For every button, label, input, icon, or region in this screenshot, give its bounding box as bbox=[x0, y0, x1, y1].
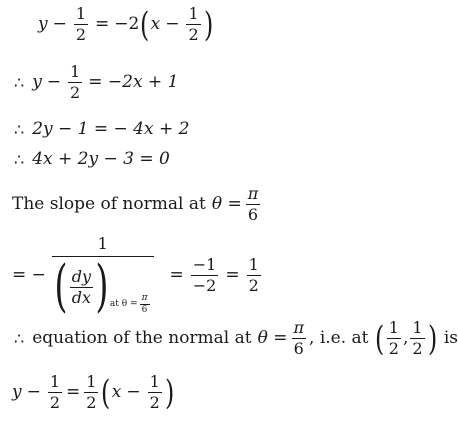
minus-sign: − bbox=[46, 72, 62, 92]
fraction-one-half: $\frac{1}{2}$ bbox=[70, 62, 81, 102]
fraction-one-half: $\frac{1}{2}$ bbox=[149, 372, 160, 412]
right-paren: ) bbox=[164, 372, 175, 413]
equation-line-1 bbox=[38, 6, 214, 43]
fraction-one-half: $\frac{1}{2}$ bbox=[49, 372, 61, 412]
fraction-pi-over-six: $\frac{\pi}{6}$ bbox=[141, 293, 148, 315]
equation-expr: 2y − 1 = − 4x + 2 bbox=[32, 119, 190, 139]
equals-sign: = bbox=[225, 265, 240, 285]
left-paren: ( bbox=[101, 372, 111, 413]
minus-sign: − bbox=[165, 14, 180, 34]
right-paren: ) bbox=[427, 318, 437, 359]
equals-sign: = bbox=[66, 382, 81, 402]
var-x: x bbox=[111, 382, 122, 402]
equals-sign: = bbox=[95, 14, 110, 34]
therefore-symbol: ∴ bbox=[14, 328, 25, 348]
equals-minus: = − bbox=[12, 265, 46, 285]
ie-text: , i.e. at bbox=[309, 328, 369, 348]
is-text: is bbox=[443, 328, 458, 348]
equals-sign: = bbox=[169, 265, 184, 285]
fraction-one-half: $\frac{1}{2}$ bbox=[412, 318, 423, 358]
var-x: x bbox=[150, 14, 161, 34]
equation-expr: 4x + 2y − 3 = 0 bbox=[32, 149, 170, 169]
minus-sign: − bbox=[126, 382, 141, 402]
comma: , bbox=[402, 328, 409, 348]
equation-rhs: = −2x + 1 bbox=[88, 72, 179, 92]
var-y: y bbox=[32, 72, 42, 92]
coefficient: −2 bbox=[114, 14, 140, 34]
fraction-one-half: $\frac{1}{2}$ bbox=[388, 318, 399, 358]
therefore-symbol: ∴ bbox=[14, 119, 25, 139]
left-paren: ( bbox=[54, 254, 68, 319]
right-paren: ) bbox=[95, 254, 109, 319]
left-paren: ( bbox=[374, 318, 384, 359]
normal-equation bbox=[12, 374, 175, 411]
normal-statement bbox=[14, 320, 458, 357]
equation-line-2 bbox=[14, 64, 178, 101]
therefore-symbol: ∴ bbox=[14, 72, 25, 92]
fraction-one-half: $\frac{1}{2}$ bbox=[188, 4, 199, 44]
var-y: y bbox=[38, 14, 48, 34]
fraction-one-half: $\frac{1}{2}$ bbox=[248, 255, 259, 295]
minus-sign: − bbox=[26, 382, 41, 402]
slope-statement bbox=[12, 186, 262, 223]
right-paren: ) bbox=[203, 4, 213, 45]
fraction-pi-over-six: $\frac{\pi}{6}$ bbox=[293, 318, 305, 358]
fraction-one-over-derivative: 1 ( $\frac{dy}{dx}$ ) at θ = $\frac{\pi}{6}$ bbox=[52, 236, 154, 315]
fraction-one-half: $\frac{1}{2}$ bbox=[75, 4, 87, 44]
fraction-one-half: $\frac{1}{2}$ bbox=[86, 372, 97, 412]
normal-text: equation of the normal at bbox=[32, 328, 252, 348]
minus-sign: − bbox=[52, 14, 67, 34]
theta-equals: θ = bbox=[257, 328, 288, 348]
slope-text: The slope of normal at bbox=[12, 194, 206, 214]
evaluation-subscript: at θ = $\frac{\pi}{6}$ bbox=[109, 293, 148, 315]
equation-line-4 bbox=[14, 151, 170, 168]
fraction-dy-dx: $\frac{dy}{dx}$ bbox=[71, 266, 92, 307]
therefore-symbol: ∴ bbox=[14, 149, 25, 169]
fraction-neg-one-over-neg-two: $\frac{-1}{-2}$ bbox=[192, 255, 217, 295]
fraction-pi-over-six: $\frac{\pi}{6}$ bbox=[247, 184, 259, 224]
var-y: y bbox=[12, 382, 22, 402]
theta-equals: θ = bbox=[211, 194, 242, 214]
equation-line-3 bbox=[14, 121, 189, 138]
left-paren: ( bbox=[140, 4, 150, 45]
slope-computation bbox=[12, 234, 263, 319]
